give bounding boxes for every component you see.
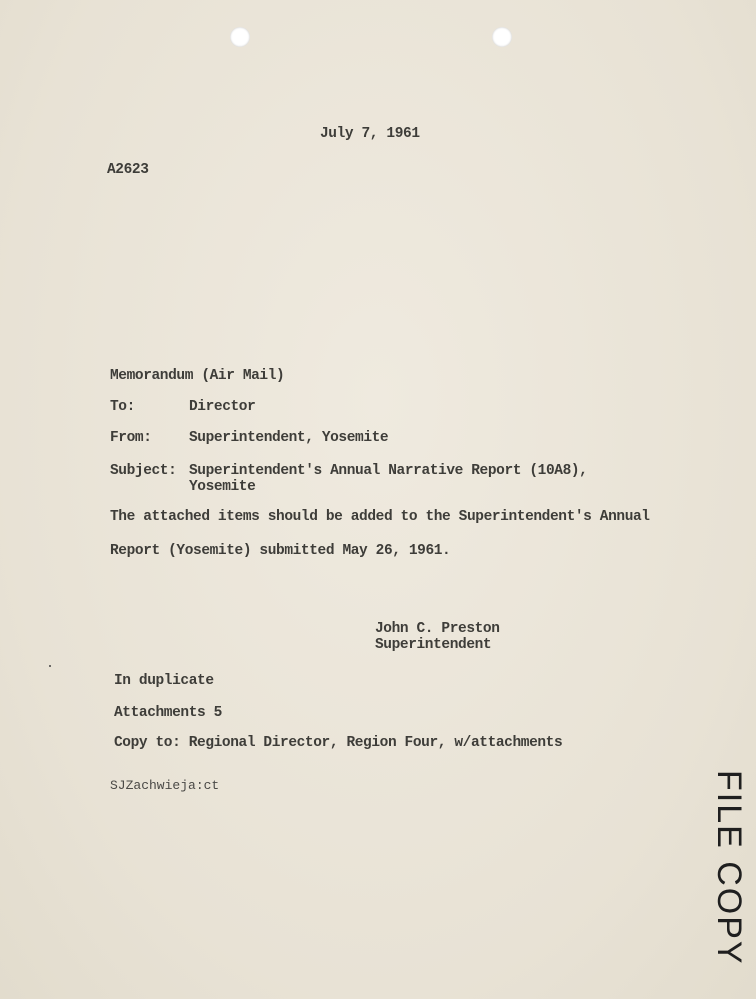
copy-to-line: Copy to: Regional Director, Region Four, w/attachments — [114, 735, 563, 751]
subject-line — [110, 463, 587, 479]
signer-name: John C. Preston — [375, 621, 500, 637]
from-value: Superintendent, Yosemite — [189, 430, 389, 446]
punch-hole-right — [492, 27, 512, 47]
duplicate-note: In duplicate — [114, 673, 214, 689]
attachments-count: Attachments 5 — [114, 705, 222, 721]
subject-label: Subject: — [110, 463, 177, 479]
to-label: To: — [110, 399, 135, 415]
memo-heading: Memorandum (Air Mail) — [110, 368, 285, 384]
subject-value-line1: Superintendent's Annual Narrative Report (10A8), — [189, 463, 588, 479]
body-line-2: Report (Yosemite) submitted May 26, 1961. — [110, 543, 451, 559]
file-number: A2623 — [107, 162, 149, 178]
body-line-1: The attached items should be added to the Superintendent's Annual — [110, 509, 650, 525]
subject-value-line2: Yosemite — [189, 479, 256, 495]
signer-title: Superintendent — [375, 637, 492, 653]
memo-date: July 7, 1961 — [320, 126, 420, 142]
punch-hole-left — [230, 27, 250, 47]
paper-speck — [49, 665, 51, 667]
from-label: From: — [110, 430, 152, 446]
to-line — [110, 399, 255, 415]
to-value: Director — [189, 399, 256, 415]
file-copy-stamp: FILE COPY — [710, 770, 748, 966]
typist-initials: SJZachwieja:ct — [110, 778, 220, 793]
from-line — [110, 430, 388, 446]
